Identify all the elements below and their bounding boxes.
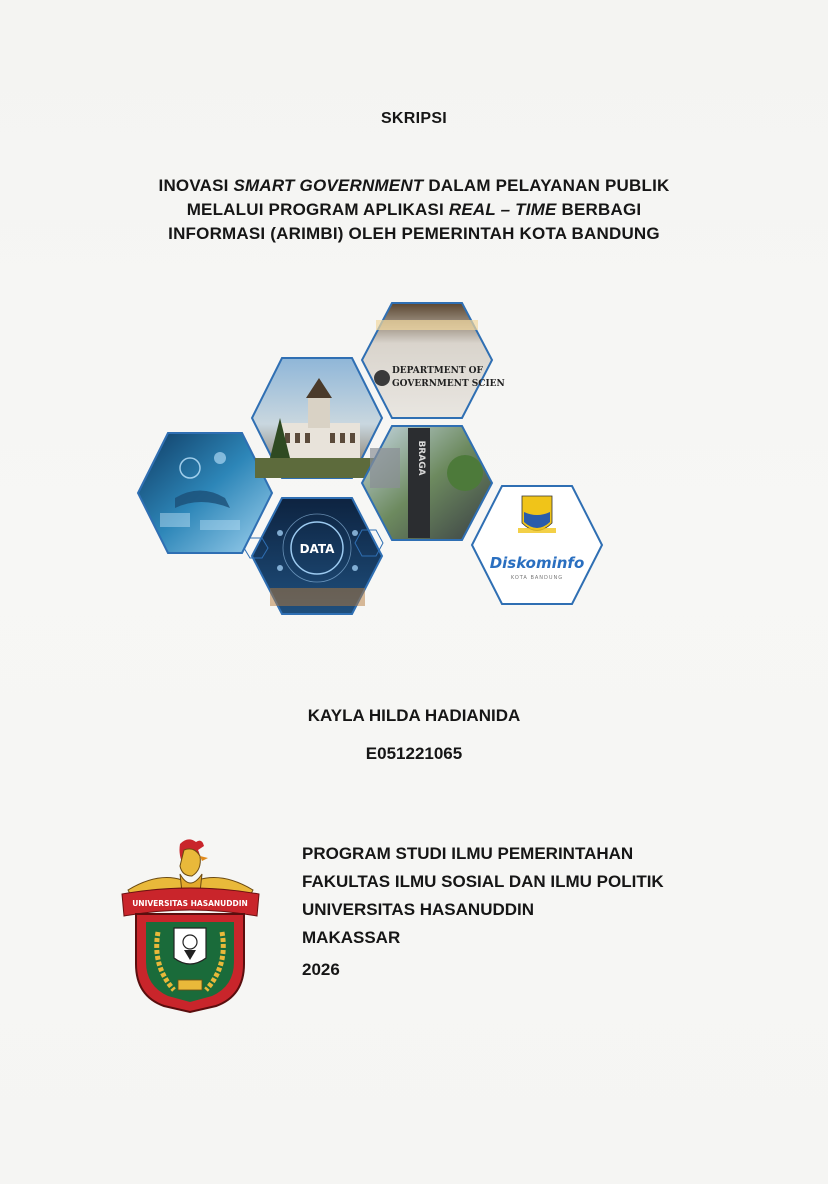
institution-line-4: MAKASSAR: [302, 928, 401, 947]
hex-street-image: [362, 426, 492, 540]
hexagon-collage: [130, 298, 610, 618]
title-line-2: MELALUI PROGRAM APLIKASI REAL – TIME BERBAGI: [186, 200, 642, 219]
hex-diskominfo-logo: [472, 486, 602, 604]
logo-sub: KOTA BANDUNG: [510, 575, 564, 581]
emblem-ribbon-text: UNIVERSITAS HASANUDDIN: [132, 899, 248, 908]
sign-text-1: DEPARTMENT OF: [392, 366, 483, 376]
emblem-shield: [136, 914, 244, 1012]
title-line-1: INOVASI SMART GOVERNMENT DALAM PELAYANAN PUBLIK: [158, 176, 670, 195]
thesis-title: [0, 174, 828, 246]
data-text: DATA: [299, 542, 335, 556]
logo-text: Diskominfo: [489, 554, 585, 572]
pole-text: BRAGA: [416, 440, 426, 476]
university-emblem: [118, 836, 263, 1014]
document-label: SKRIPSI: [380, 110, 448, 127]
hex-building-image: [252, 358, 382, 478]
student-id: E051221065: [365, 744, 463, 763]
year: 2026: [302, 960, 340, 979]
author-name: KAYLA HILDA HADIANIDA: [307, 706, 521, 725]
institution-block: [302, 840, 664, 952]
title-line-3: INFORMASI (ARIMBI) OLEH PEMERINTAH KOTA BANDUNG: [168, 224, 660, 243]
institution-line-2: FAKULTAS ILMU SOSIAL DAN ILMU POLITIK: [302, 872, 664, 891]
hex-technology-image: [138, 433, 272, 553]
hex-department-sign-image: [362, 303, 505, 418]
institution-line-1: PROGRAM STUDI ILMU PEMERINTAHAN: [302, 844, 634, 863]
institution-line-3: UNIVERSITAS HASANUDDIN: [302, 900, 535, 919]
emblem-ribbon: [122, 888, 259, 916]
sign-text-2: GOVERNMENT SCIEN: [392, 379, 505, 389]
